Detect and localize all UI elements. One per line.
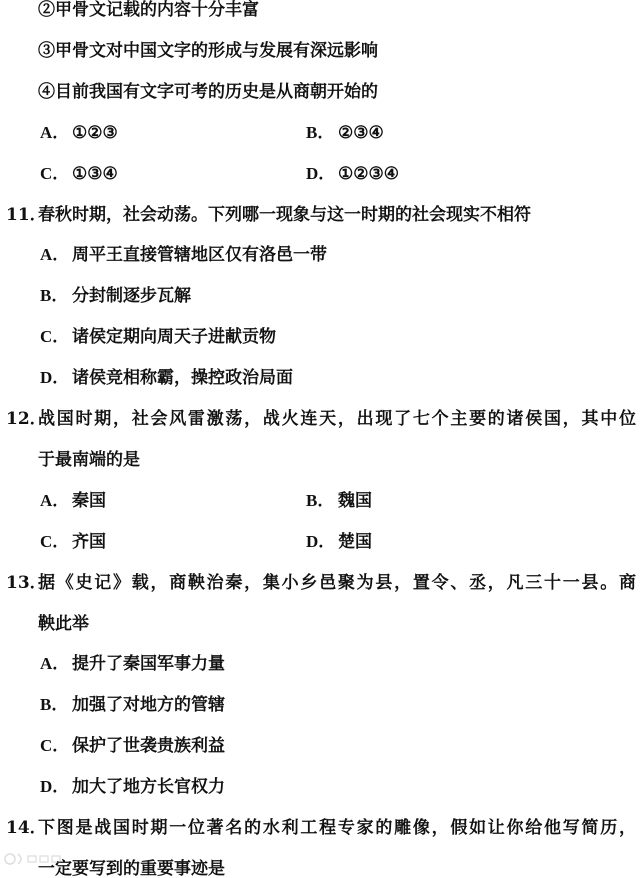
watermark-logo-icon	[2, 848, 62, 870]
option-text: 加大了地方长官权力	[72, 777, 225, 797]
option-text: 秦国	[72, 491, 106, 511]
answer-option	[40, 276, 191, 316]
option-letter: C．	[40, 736, 70, 755]
question-text: 下图是战国时期一位著名的水利工程专家的雕像，假如让你给他写简历，	[38, 818, 636, 838]
answer-option	[40, 767, 225, 807]
question-number: 14．	[6, 818, 47, 838]
option-text: 魏国	[338, 491, 372, 511]
answer-option	[40, 726, 225, 766]
option-letter: C．	[40, 532, 70, 551]
option-text: ①②③	[72, 123, 118, 143]
option-text: ②③④	[338, 123, 384, 143]
answer-option	[40, 154, 118, 194]
question-number: 12．	[6, 409, 47, 429]
option-letter: B．	[306, 491, 335, 510]
option-letter: A．	[40, 245, 70, 264]
question-line	[0, 399, 640, 439]
answer-option	[40, 113, 118, 153]
option-letter: A．	[40, 654, 70, 673]
question-number: 11．	[6, 205, 47, 225]
option-letter: B．	[306, 123, 335, 142]
answer-option	[40, 522, 106, 562]
answer-option	[306, 154, 399, 194]
answer-option	[306, 481, 372, 521]
option-letter: C．	[40, 327, 70, 346]
option-text: 楚国	[338, 532, 372, 552]
answer-option	[40, 644, 225, 684]
option-letter: D．	[40, 777, 70, 796]
answer-option	[40, 235, 327, 275]
option-letter: B．	[40, 286, 69, 305]
option-text: 提升了秦国军事力量	[72, 654, 225, 674]
question-continuation: 于最南端的是	[38, 450, 140, 470]
answer-option	[306, 522, 372, 562]
question-line	[0, 563, 640, 603]
option-text: 周平王直接管辖地区仅有洛邑一带	[72, 245, 327, 265]
statement-line: ③甲骨文对中国文字的形成与发展有深远影响	[38, 41, 378, 61]
question-line	[0, 195, 640, 235]
answer-option	[306, 113, 384, 153]
question-line	[0, 808, 640, 848]
option-text: 诸侯竞相称霸，操控政治局面	[72, 368, 293, 388]
option-letter: D．	[306, 532, 336, 551]
answer-option	[40, 317, 276, 357]
answer-option	[40, 685, 225, 725]
option-text: ①③④	[72, 164, 118, 184]
option-letter: A．	[40, 123, 70, 142]
question-continuation: 鞅此举	[38, 614, 89, 634]
option-letter: D．	[306, 164, 336, 183]
option-text: 加强了对地方的管辖	[72, 695, 225, 715]
question-number: 13．	[6, 573, 47, 593]
option-letter: B．	[40, 695, 69, 714]
option-text: ①②③④	[338, 164, 399, 184]
answer-option	[40, 358, 293, 398]
question-text: 据《史记》载，商鞅治秦，集小乡邑聚为县，置令、丞，凡三十一县。商	[38, 573, 636, 593]
question-continuation: 一定要写到的重要事迹是	[38, 859, 225, 878]
option-letter: A．	[40, 491, 70, 510]
option-text: 诸侯定期向周天子进献贡物	[72, 327, 276, 347]
option-letter: C．	[40, 164, 70, 183]
answer-option	[40, 481, 106, 521]
question-text: 春秋时期，社会动荡。下列哪一现象与这一时期的社会现实不相符	[38, 205, 531, 225]
option-text: 保护了世袭贵族利益	[72, 736, 225, 756]
option-letter: D．	[40, 368, 70, 387]
statement-line: ②甲骨文记载的内容十分丰富	[38, 0, 259, 20]
question-text: 战国时期，社会风雷激荡，战火连天，出现了七个主要的诸侯国，其中位	[38, 409, 636, 429]
option-text: 分封制逐步瓦解	[72, 286, 191, 306]
option-text: 齐国	[72, 532, 106, 552]
statement-line: ④目前我国有文字可考的历史是从商朝开始的	[38, 82, 378, 102]
